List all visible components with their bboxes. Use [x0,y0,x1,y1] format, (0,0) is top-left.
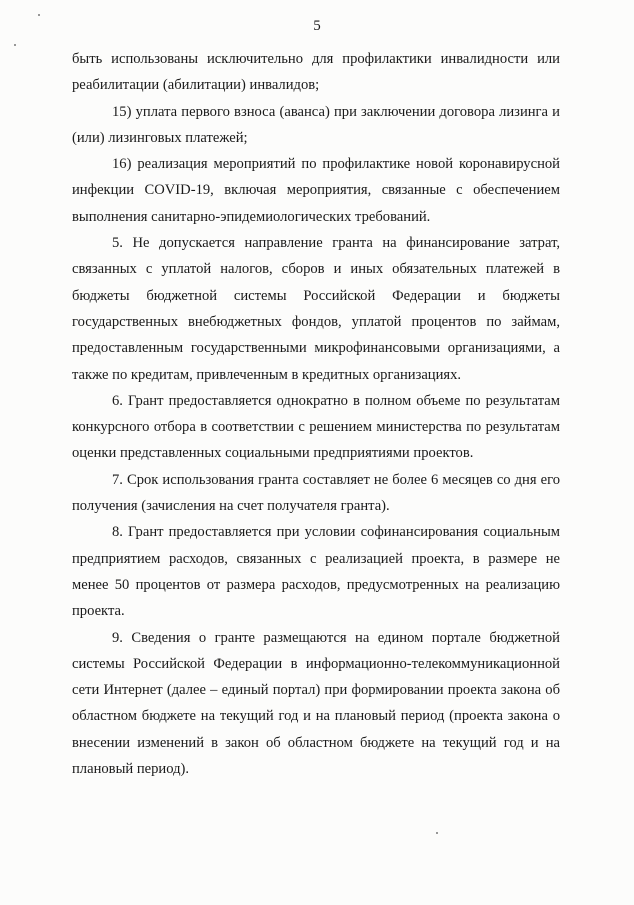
scan-speck [14,44,16,46]
page-number: 5 [313,18,321,34]
scan-speck [436,832,438,834]
clause-8: 8. Грант предоставляется при условии софинансирования социальным предприятием расходов, связанных с реализацией проекта, в размере не менее 50 процентов от размера расходов, предусмотренных на реализацию проекта. [72,524,560,620]
clause-9: 9. Сведения о гранте размещаются на едином портале бюджетной системы Российской Федерации в информационно-телекоммуникационной сети Интернет (далее – единый портал) при формировании проекта закона об областном бюджете на текущий год и на плановый период (проекта закона о внесении изменений в закон об областном бюджете на текущий год и на плановый период). [72,629,560,778]
clause-7: 7. Срок использования гранта составляет не более 6 месяцев со дня его получения (зачисления на счет получателя гранта). [72,471,560,515]
list-item-16: 16) реализация мероприятий по профилактике новой коронавирусной инфекции COVID-19, включая мероприятия, связанные с обеспечением выполнения санитарно-эпидемиологических требований. [72,156,560,225]
scan-speck [38,14,40,16]
document-body [72,46,560,782]
paragraph-continuation: быть использованы исключительно для профилактики инвалидности или реабилитации (абилитации) инвалидов; [72,51,560,94]
list-item-15: 15) уплата первого взноса (аванса) при заключении договора лизинга и (или) лизинговых платежей; [72,103,560,146]
clause-5: 5. Не допускается направление гранта на финансирование затрат, связанных с уплатой налогов, сборов и иных обязательных платежей в бюджеты бюджетной системы Российской Федерации и бюджеты государственных внебюджетных фондов, уплатой процентов по займам, предоставленным государственными микрофинансовыми организациями, а также по кредитам, привлеченным в кредитных организациях. [72,235,560,383]
clause-6: 6. Грант предоставляется однократно в полном объеме по результатам конкурсного отбора в соответствии с решением министерства по результатам оценки представленных социальными предприятиями проектов. [72,392,560,462]
